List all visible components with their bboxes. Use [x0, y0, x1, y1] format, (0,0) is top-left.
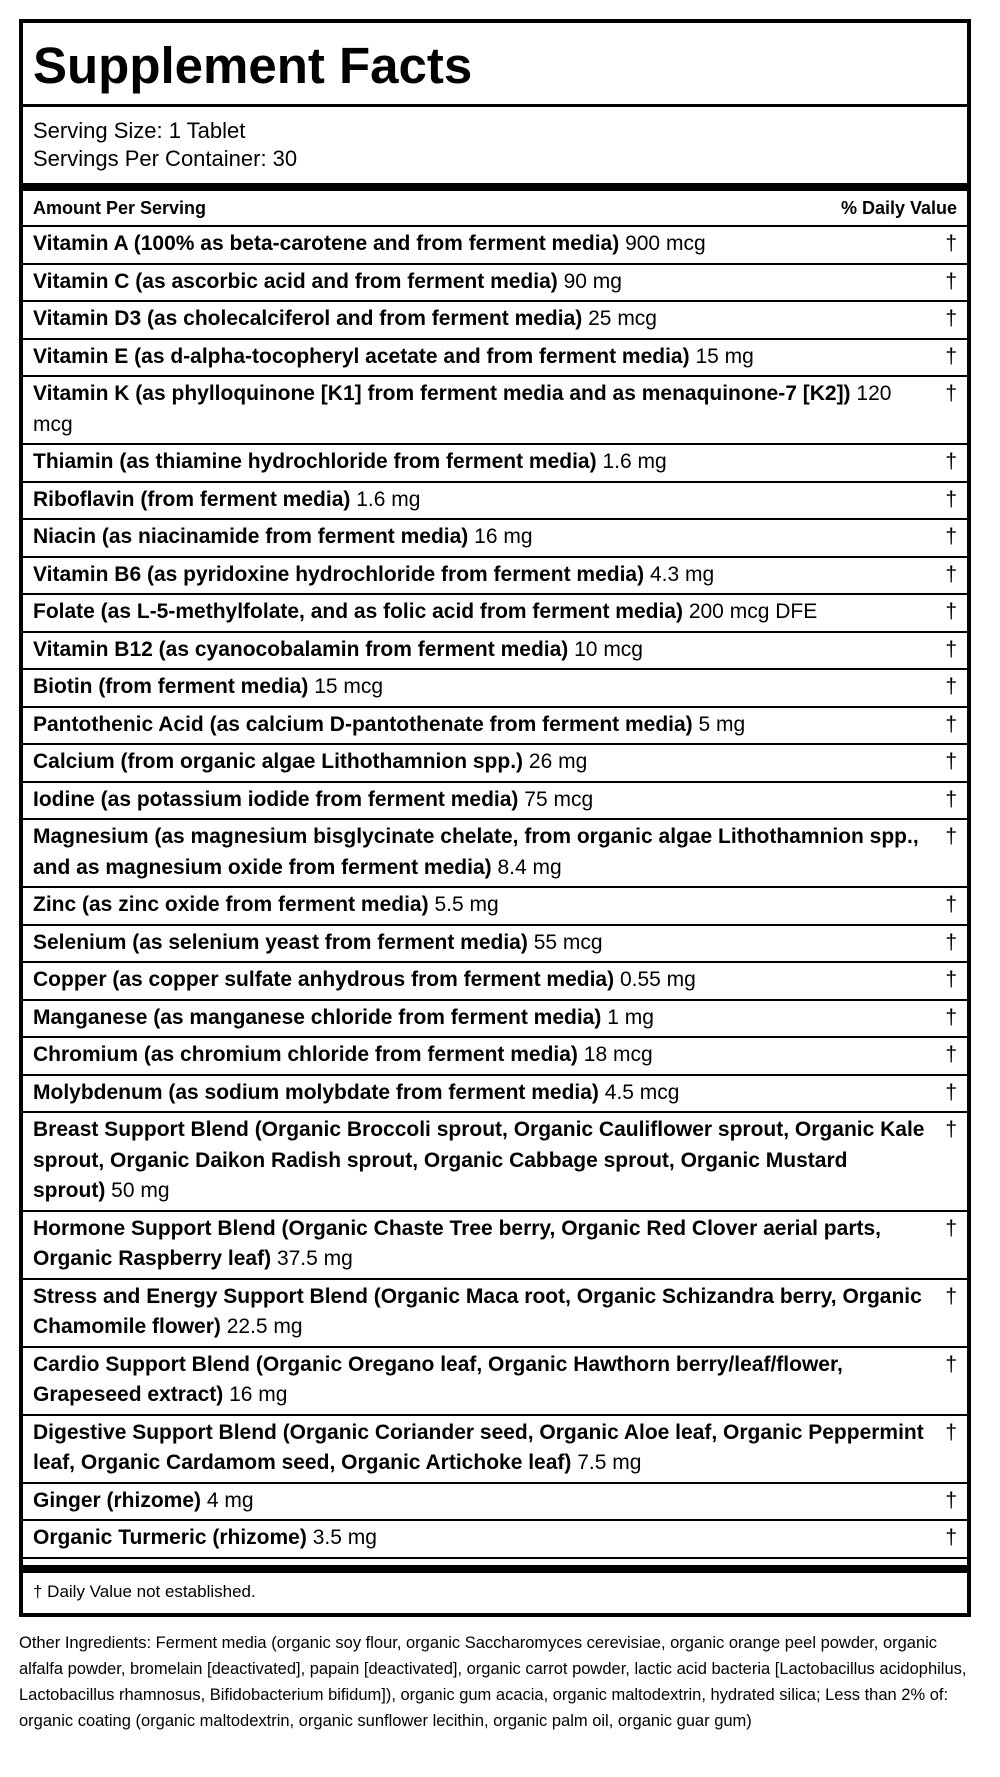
nutrient-text	[33, 1078, 939, 1109]
nutrient-text	[33, 710, 939, 741]
nutrient-name: Magnesium (as magnesium bisglycinate chelate, from organic algae Lithothamnion spp., and as magnesium oxide from ferment media)	[33, 825, 919, 879]
nutrient-text	[33, 267, 939, 298]
nutrient-row	[23, 265, 967, 303]
nutrient-text	[33, 1486, 939, 1517]
nutrient-text	[33, 747, 939, 778]
nutrient-row	[23, 340, 967, 378]
nutrient-text	[33, 560, 939, 591]
nutrient-name: Digestive Support Blend (Organic Coriander seed, Organic Aloe leaf, Organic Peppermint leaf, Organic Cardamom seed, Organic Artichoke leaf)	[33, 1420, 924, 1474]
daily-value-dagger: †	[945, 1526, 957, 1549]
nutrient-text	[33, 522, 939, 553]
daily-value-dagger: †	[945, 1352, 957, 1376]
nutrient-row	[23, 1348, 967, 1416]
nutrient-amount: 1.6 mg	[356, 487, 421, 511]
nutrient-amount: 120 mcg	[33, 382, 892, 436]
daily-value-dagger: †	[945, 825, 957, 848]
nutrient-name: Biotin (from ferment media)	[33, 675, 309, 698]
daily-value-dagger: †	[945, 930, 957, 954]
daily-value-dagger: †	[945, 675, 957, 698]
daily-value-dagger: †	[945, 968, 957, 991]
nutrient-text	[33, 1350, 939, 1411]
servings-per-container: Servings Per Container: 30	[33, 146, 298, 171]
nutrient-name: Manganese (as manganese chloride from ferment media)	[33, 1005, 602, 1029]
daily-value-dagger: †	[945, 637, 957, 661]
nutrient-name: Hormone Support Blend (Organic Chaste Tree berry, Organic Red Clover aerial parts, Organic Raspberry leaf)	[33, 1216, 881, 1270]
daily-value-dagger: †	[945, 1216, 957, 1240]
nutrient-amount: 1.6 mg	[602, 450, 667, 473]
nutrient-name: Folate (as L-5-methylfolate, and as folic acid from ferment media)	[33, 600, 683, 623]
nutrient-row	[23, 1521, 967, 1559]
nutrient-amount: 0.55 mg	[619, 968, 696, 991]
nutrient-row	[23, 1076, 967, 1114]
nutrient-row	[23, 926, 967, 964]
footnote: † Daily Value not established.	[33, 1581, 256, 1601]
nutrient-amount: 75 mcg	[524, 787, 594, 811]
nutrient-name: Vitamin D3 (as cholecalciferol and from ferment media)	[33, 307, 583, 330]
nutrient-text	[33, 597, 939, 628]
nutrient-text	[33, 928, 939, 959]
nutrient-row	[23, 1416, 967, 1484]
daily-value-dagger: †	[945, 344, 957, 368]
thick-divider	[23, 183, 967, 191]
nutrient-name: Riboflavin (from ferment media)	[33, 487, 351, 511]
daily-value-dagger: †	[945, 382, 957, 405]
nutrient-text	[33, 1282, 939, 1343]
nutrient-name: Vitamin A (100% as beta-carotene and from ferment media)	[33, 232, 620, 255]
daily-value-dagger: †	[945, 1080, 957, 1104]
daily-value-dagger: †	[945, 525, 957, 548]
daily-value-dagger: †	[945, 787, 957, 811]
nutrient-text	[33, 1523, 939, 1554]
column-header	[23, 191, 967, 227]
nutrient-amount: 16 mg	[229, 1383, 288, 1406]
serving-info	[23, 107, 967, 183]
nutrient-row	[23, 558, 967, 596]
daily-value-dagger: †	[945, 307, 957, 330]
nutrient-name: Selenium (as selenium yeast from ferment media)	[33, 930, 528, 954]
nutrient-row	[23, 377, 967, 445]
nutrient-amount: 1 mg	[607, 1005, 654, 1029]
daily-value-dagger: †	[945, 750, 957, 773]
nutrient-row	[23, 302, 967, 340]
daily-value-dagger: †	[945, 1420, 957, 1444]
nutrient-amount: 10 mcg	[574, 637, 643, 661]
nutrient-name: Ginger (rhizome)	[33, 1488, 202, 1512]
daily-value-header: % Daily Value	[840, 198, 957, 218]
nutrient-row	[23, 445, 967, 483]
nutrient-name: Stress and Energy Support Blend (Organic Maca root, Organic Schizandra berry, Organic Chamomile flower)	[33, 1284, 922, 1338]
daily-value-dagger: †	[945, 1118, 957, 1141]
nutrient-amount: 90 mg	[563, 269, 622, 293]
nutrient-amount: 200 mcg DFE	[688, 600, 818, 623]
nutrient-row	[23, 1038, 967, 1076]
nutrient-amount: 4.5 mcg	[604, 1080, 680, 1104]
serving-size: Serving Size: 1 Tablet	[33, 118, 246, 143]
nutrient-text	[33, 1115, 939, 1207]
nutrient-text	[33, 304, 939, 335]
nutrient-amount: 22.5 mg	[226, 1315, 303, 1338]
thick-divider-bottom	[23, 1565, 967, 1573]
nutrient-amount: 37.5 mg	[276, 1247, 353, 1270]
nutrient-row	[23, 888, 967, 926]
nutrient-row	[23, 1484, 967, 1522]
nutrient-text	[33, 1418, 939, 1479]
nutrient-name: Chromium (as chromium chloride from ferment media)	[33, 1043, 578, 1066]
daily-value-dagger: †	[945, 1488, 957, 1512]
nutrient-name: Vitamin B6 (as pyridoxine hydrochloride from ferment media)	[33, 562, 645, 586]
nutrient-amount: 7.5 mg	[577, 1451, 642, 1474]
nutrient-text	[33, 965, 939, 996]
nutrient-name: Vitamin K (as phylloquinone [K1] from ferment media and as menaquinone-7 [K2])	[33, 382, 851, 405]
nutrient-amount: 5 mg	[698, 712, 746, 736]
nutrient-amount: 5.5 mg	[434, 893, 499, 916]
nutrient-amount: 26 mg	[528, 750, 588, 773]
nutrient-row	[23, 1280, 967, 1348]
nutrient-text	[33, 342, 939, 373]
nutrient-amount: 18 mcg	[583, 1043, 653, 1066]
nutrient-amount: 4.3 mg	[649, 562, 715, 586]
daily-value-dagger: †	[945, 562, 957, 586]
nutrient-text	[33, 890, 939, 921]
panel-title: Supplement Facts	[23, 23, 967, 107]
daily-value-dagger: †	[945, 487, 957, 511]
nutrient-name: Copper (as copper sulfate anhydrous from ferment media)	[33, 968, 615, 991]
nutrient-row	[23, 670, 967, 708]
nutrient-amount: 15 mcg	[314, 675, 384, 698]
nutrient-text	[33, 672, 939, 703]
nutrient-text	[33, 822, 939, 883]
nutrient-name: Cardio Support Blend (Organic Oregano leaf, Organic Hawthorn berry/leaf/flower, Grapeseed extract)	[33, 1352, 843, 1406]
nutrient-text	[33, 1214, 939, 1275]
nutrient-amount: 3.5 mg	[312, 1526, 377, 1549]
daily-value-dagger: †	[945, 232, 957, 255]
daily-value-dagger: †	[945, 269, 957, 293]
nutrient-row	[23, 1212, 967, 1280]
nutrient-row	[23, 963, 967, 1001]
nutrient-row	[23, 1001, 967, 1039]
nutrient-name: Vitamin B12 (as cyanocobalamin from ferment media)	[33, 637, 569, 661]
nutrient-amount: 55 mcg	[533, 930, 603, 954]
nutrient-amount: 16 mg	[474, 525, 533, 548]
daily-value-dagger: †	[945, 600, 957, 623]
nutrient-text	[33, 785, 939, 816]
supplement-facts-panel	[19, 19, 971, 1617]
nutrient-name: Pantothenic Acid (as calcium D-pantothenate from ferment media)	[33, 712, 693, 736]
daily-value-dagger: †	[945, 1005, 957, 1029]
nutrient-rows	[23, 227, 967, 1559]
nutrient-amount: 15 mg	[695, 344, 754, 368]
nutrient-row	[23, 783, 967, 821]
nutrient-amount: 50 mg	[111, 1179, 170, 1202]
nutrient-row	[23, 595, 967, 633]
nutrient-amount: 25 mcg	[588, 307, 657, 330]
nutrient-row	[23, 1113, 967, 1212]
nutrient-name: Organic Turmeric (rhizome)	[33, 1526, 307, 1549]
nutrient-name: Vitamin E (as d-alpha-tocopheryl acetate and from ferment media)	[33, 344, 690, 368]
nutrient-name: Vitamin C (as ascorbic acid and from ferment media)	[33, 269, 558, 293]
amount-per-serving-header: Amount Per Serving	[33, 198, 207, 218]
nutrient-text	[33, 379, 939, 440]
nutrient-text	[33, 1003, 939, 1034]
nutrient-row	[23, 708, 967, 746]
nutrient-row	[23, 520, 967, 558]
nutrient-text	[33, 485, 939, 516]
nutrient-row	[23, 820, 967, 888]
daily-value-dagger: †	[945, 1043, 957, 1066]
daily-value-dagger: †	[945, 450, 957, 473]
nutrient-text	[33, 635, 939, 666]
daily-value-dagger: †	[945, 893, 957, 916]
nutrient-row	[23, 745, 967, 783]
nutrient-amount: 4 mg	[206, 1488, 254, 1512]
other-ingredients: Other Ingredients: Ferment media (organic soy flour, organic Saccharomyces cerevisiae, organic orange peel powder, organic alfalfa powder, bromelain [deactivated], papain [deactivated], organic carrot powder, lactic acid bacteria [Lactobacillus acidophilus, Lactobacillus rhamnosus, Bifidobacterium bifidum]), organic gum acacia, organic maltodextrin, hydrated silica; Less than 2% of: organic coating (organic maltodextrin, organic sunflower lecithin, organic palm oil, organic guar gum)	[19, 1634, 967, 1730]
daily-value-dagger: †	[945, 712, 957, 736]
nutrient-name: Calcium (from organic algae Lithothamnion spp.)	[33, 750, 524, 773]
nutrient-name: Niacin (as niacinamide from ferment media)	[33, 525, 469, 548]
nutrient-text	[33, 229, 939, 260]
nutrient-row	[23, 227, 967, 265]
nutrient-name: Zinc (as zinc oxide from ferment media)	[33, 893, 429, 916]
nutrient-text	[33, 447, 939, 478]
nutrient-row	[23, 633, 967, 671]
nutrient-amount: 900 mcg	[625, 232, 706, 255]
daily-value-dagger: †	[945, 1284, 957, 1308]
nutrient-name: Molybdenum (as sodium molybdate from ferment media)	[33, 1080, 599, 1104]
nutrient-name: Iodine (as potassium iodide from ferment media)	[33, 787, 519, 811]
nutrient-name: Thiamin (as thiamine hydrochloride from ferment media)	[33, 450, 597, 473]
nutrient-row	[23, 483, 967, 521]
nutrient-name: Breast Support Blend (Organic Broccoli sprout, Organic Cauliflower sprout, Organic Kale sprout, Organic Daikon Radish sprout, Organic Cabbage sprout, Organic Mustard sprout)	[33, 1118, 925, 1202]
nutrient-amount: 8.4 mg	[497, 855, 562, 879]
nutrient-text	[33, 1040, 939, 1071]
